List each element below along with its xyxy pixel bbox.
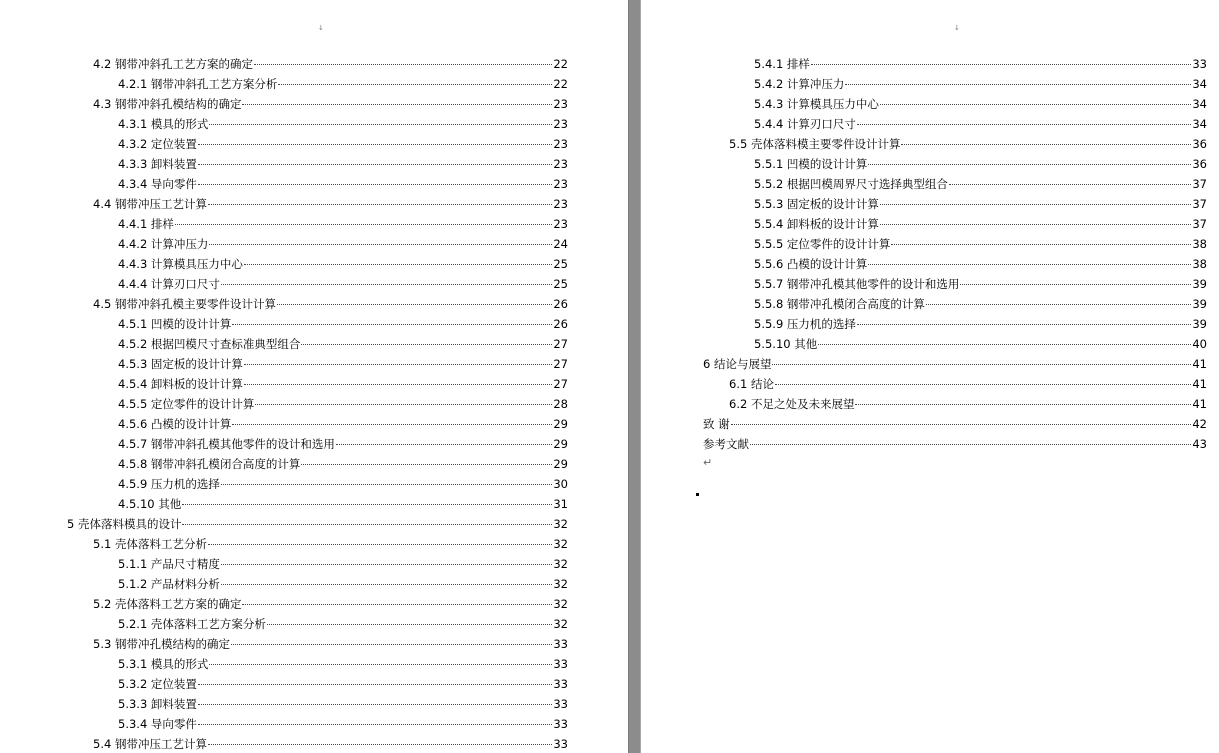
toc-dot-leader (750, 444, 1191, 445)
toc-entry-page: 32 (553, 577, 568, 591)
toc-entry[interactable] (118, 614, 568, 634)
toc-entry-title: 5.1 壳体落料工艺分析 (93, 537, 207, 551)
toc-entry-page: 41 (1192, 397, 1207, 411)
toc-dot-leader (232, 324, 552, 325)
toc-dot-leader (221, 584, 552, 585)
toc-entry-title: 4.2.1 钢带冲斜孔工艺方案分析 (118, 77, 278, 91)
toc-entry[interactable] (703, 434, 1207, 454)
toc-entry-title: 4.4.4 计算刃口尺寸 (118, 277, 220, 291)
toc-dot-leader (244, 264, 552, 265)
toc-entry[interactable] (754, 114, 1207, 134)
toc-entry-title: 5.3.3 卸料装置 (118, 697, 197, 711)
toc-entry[interactable] (118, 254, 568, 274)
toc-entry-page: 27 (553, 357, 568, 371)
toc-entry-page: 41 (1192, 377, 1207, 391)
toc-entry-page: 32 (553, 517, 568, 531)
toc-dot-leader (208, 544, 552, 545)
right-page (641, 0, 1219, 753)
toc-entry-title: 6 结论与展望 (703, 357, 772, 371)
toc-entry-title: 4.4.2 计算冲压力 (118, 237, 209, 251)
toc-entry-page: 30 (553, 477, 568, 491)
toc-entry-page: 23 (553, 177, 568, 191)
toc-entry[interactable] (93, 54, 568, 74)
toc-entry-title: 4.4.3 计算模具压力中心 (118, 257, 243, 271)
paragraph-mark: ↵ (703, 456, 713, 469)
toc-entry[interactable] (118, 374, 568, 394)
toc-entry-title: 致 谢 (703, 417, 730, 431)
toc-dot-leader (857, 324, 1191, 325)
toc-dot-leader (208, 744, 552, 745)
toc-entry-page: 27 (553, 337, 568, 351)
toc-entry[interactable] (118, 694, 568, 714)
toc-dot-leader (221, 564, 552, 565)
toc-entry[interactable] (754, 334, 1207, 354)
toc-entry-page: 41 (1192, 357, 1207, 371)
toc-entry-page: 23 (553, 97, 568, 111)
toc-entry-page: 33 (553, 697, 568, 711)
toc-entry-page: 38 (1192, 257, 1207, 271)
toc-entry[interactable] (118, 394, 568, 414)
toc-entry-title: 4.3.2 定位装置 (118, 137, 197, 151)
toc-entry[interactable] (729, 394, 1207, 414)
toc-entry-title: 4.3 钢带冲斜孔模结构的确定 (93, 97, 242, 111)
toc-entry[interactable] (118, 574, 568, 594)
toc-entry-title: 5.3 钢带冲孔模结构的确定 (93, 637, 230, 651)
toc-entry-page: 33 (553, 677, 568, 691)
toc-dot-leader (811, 64, 1191, 65)
toc-entry-title: 4.5.9 压力机的选择 (118, 477, 220, 491)
toc-dot-leader (267, 624, 552, 625)
toc-entry-page: 25 (553, 257, 568, 271)
toc-entry-page: 29 (553, 457, 568, 471)
toc-entry[interactable] (118, 434, 568, 454)
toc-entry-page: 31 (553, 497, 568, 511)
toc-entry-page: 22 (553, 77, 568, 91)
toc-entry-page: 33 (553, 657, 568, 671)
toc-entry-title: 4.5.2 根据凹模尺寸查标准典型组合 (118, 337, 301, 351)
header-mark: ↓ (954, 24, 960, 32)
toc-entry[interactable] (118, 314, 568, 334)
toc-dot-leader (868, 264, 1191, 265)
toc-dot-leader (221, 484, 552, 485)
toc-entry-title: 5.5.10 其他 (754, 337, 818, 351)
toc-dot-leader (208, 204, 552, 205)
toc-entry-title: 5.3.1 模具的形式 (118, 657, 209, 671)
toc-entry-page: 26 (553, 317, 568, 331)
toc-entry-page: 36 (1192, 137, 1207, 151)
toc-dot-leader (960, 284, 1191, 285)
toc-dot-leader (336, 444, 552, 445)
toc-dot-leader (198, 704, 552, 705)
toc-dot-leader (901, 144, 1191, 145)
toc-entry-title: 5.3.4 导向零件 (118, 717, 197, 731)
toc-entry-page: 23 (553, 117, 568, 131)
toc-entry-title: 5.5.8 钢带冲孔模闭合高度的计算 (754, 297, 925, 311)
page-gutter (628, 0, 641, 753)
toc-dot-leader (868, 164, 1191, 165)
toc-dot-leader (242, 604, 552, 605)
toc-dot-leader (255, 404, 552, 405)
toc-entry-title: 4.5.5 定位零件的设计计算 (118, 397, 255, 411)
toc-entry-page: 29 (553, 437, 568, 451)
toc-entry-page: 33 (1192, 57, 1207, 71)
toc-entry-page: 33 (553, 737, 568, 751)
toc-entry[interactable] (754, 174, 1207, 194)
toc-entry[interactable] (93, 534, 568, 554)
toc-entry-title: 5.4.2 计算冲压力 (754, 77, 845, 91)
toc-entry[interactable] (754, 194, 1207, 214)
toc-entry[interactable] (93, 94, 568, 114)
toc-entry-page: 26 (553, 297, 568, 311)
toc-dot-leader (182, 504, 552, 505)
toc-entry[interactable] (118, 74, 568, 94)
toc-entry[interactable] (754, 234, 1207, 254)
toc-entry-title: 5 壳体落料模具的设计 (67, 517, 182, 531)
toc-entry-title: 4.3.3 卸料装置 (118, 157, 197, 171)
toc-dot-leader (209, 244, 552, 245)
toc-entry[interactable] (118, 654, 568, 674)
toc-entry-title: 6.2 不足之处及未来展望 (729, 397, 855, 411)
toc-entry-title: 5.5.4 卸料板的设计计算 (754, 217, 879, 231)
toc-dot-leader (231, 644, 552, 645)
toc-entry-title: 4.2 钢带冲斜孔工艺方案的确定 (93, 57, 253, 71)
toc-entry[interactable] (93, 734, 568, 753)
toc-entry[interactable] (118, 714, 568, 734)
toc-entry-page: 25 (553, 277, 568, 291)
toc-dot-leader (772, 364, 1191, 365)
toc-entry-title: 5.3.2 定位装置 (118, 677, 197, 691)
toc-entry[interactable] (93, 294, 568, 314)
toc-entry-title: 5.1.1 产品尺寸精度 (118, 557, 220, 571)
toc-dot-leader (244, 384, 552, 385)
toc-entry[interactable] (93, 194, 568, 214)
toc-entry-title: 4.5.3 固定板的设计计算 (118, 357, 243, 371)
toc-entry-page: 40 (1192, 337, 1207, 351)
toc-entry[interactable] (118, 274, 568, 294)
toc-dot-leader (857, 124, 1191, 125)
toc-entry-page: 33 (553, 637, 568, 651)
toc-entry-title: 5.2.1 壳体落料工艺方案分析 (118, 617, 266, 631)
toc-entry[interactable] (67, 514, 568, 534)
toc-entry-title: 参考文献 (703, 437, 749, 451)
toc-entry-title: 4.5.10 其他 (118, 497, 182, 511)
toc-entry[interactable] (118, 154, 568, 174)
toc-entry-title: 4.4.1 排样 (118, 217, 174, 231)
toc-entry-page: 39 (1192, 317, 1207, 331)
toc-entry-title: 4.3.4 导向零件 (118, 177, 197, 191)
toc-dot-leader (278, 84, 552, 85)
toc-entry-title: 4.5.8 钢带冲斜孔模闭合高度的计算 (118, 457, 301, 471)
toc-entry-page: 39 (1192, 277, 1207, 291)
toc-entry-title: 5.4.3 计算模具压力中心 (754, 97, 879, 111)
toc-dot-leader (775, 384, 1191, 385)
toc-entry[interactable] (703, 354, 1207, 374)
toc-entry[interactable] (118, 454, 568, 474)
toc-dot-leader (198, 164, 552, 165)
cursor-mark (696, 493, 699, 496)
toc-entry-page: 34 (1192, 117, 1207, 131)
toc-entry-page: 33 (553, 717, 568, 731)
toc-entry-page: 27 (553, 377, 568, 391)
toc-entry[interactable] (118, 474, 568, 494)
toc-entry-page: 32 (553, 597, 568, 611)
toc-dot-leader (221, 284, 552, 285)
toc-dot-leader (926, 304, 1191, 305)
toc-entry-page: 24 (553, 237, 568, 251)
toc-entry[interactable] (118, 174, 568, 194)
toc-entry[interactable] (118, 414, 568, 434)
toc-dot-leader (175, 224, 552, 225)
toc-entry-title: 5.5.7 钢带冲孔模其他零件的设计和选用 (754, 277, 960, 291)
toc-dot-leader (242, 104, 552, 105)
toc-dot-leader (845, 84, 1191, 85)
toc-entry[interactable] (754, 154, 1207, 174)
toc-entry[interactable] (729, 134, 1207, 154)
toc-dot-leader (949, 184, 1191, 185)
toc-entry[interactable] (118, 554, 568, 574)
toc-entry-page: 23 (553, 197, 568, 211)
toc-entry-title: 5.5.3 固定板的设计计算 (754, 197, 879, 211)
toc-entry-title: 4.5.6 凸模的设计计算 (118, 417, 232, 431)
toc-entry-title: 5.5.5 定位零件的设计计算 (754, 237, 891, 251)
toc-dot-leader (301, 464, 552, 465)
toc-entry-page: 23 (553, 157, 568, 171)
toc-entry[interactable] (118, 354, 568, 374)
toc-dot-leader (244, 364, 552, 365)
toc-entry[interactable] (754, 254, 1207, 274)
toc-entry[interactable] (118, 114, 568, 134)
toc-entry-page: 34 (1192, 97, 1207, 111)
toc-entry-page: 39 (1192, 297, 1207, 311)
toc-dot-leader (198, 724, 552, 725)
toc-entry-page: 34 (1192, 77, 1207, 91)
toc-entry[interactable] (754, 74, 1207, 94)
header-mark: ↓ (318, 24, 324, 32)
toc-entry-page: 36 (1192, 157, 1207, 171)
toc-entry[interactable] (703, 414, 1207, 434)
toc-entry-title: 4.4 钢带冲压工艺计算 (93, 197, 207, 211)
toc-entry[interactable] (118, 234, 568, 254)
toc-entry[interactable] (754, 314, 1207, 334)
toc-entry-title: 4.5 钢带冲斜孔模主要零件设计计算 (93, 297, 276, 311)
toc-entry-title: 5.5.9 压力机的选择 (754, 317, 856, 331)
toc-entry-page: 37 (1192, 177, 1207, 191)
toc-dot-leader (880, 104, 1191, 105)
toc-entry[interactable] (93, 634, 568, 654)
toc-dot-leader (198, 184, 552, 185)
toc-dot-leader (880, 204, 1191, 205)
toc-entry[interactable] (754, 274, 1207, 294)
toc-entry-page: 38 (1192, 237, 1207, 251)
toc-dot-leader (818, 344, 1191, 345)
toc-entry-title: 5.2 壳体落料工艺方案的确定 (93, 597, 242, 611)
toc-entry-page: 23 (553, 137, 568, 151)
toc-entry[interactable] (118, 214, 568, 234)
toc-entry-page: 22 (553, 57, 568, 71)
toc-entry[interactable] (754, 94, 1207, 114)
toc-entry-title: 5.4.1 排样 (754, 57, 810, 71)
toc-dot-leader (209, 664, 552, 665)
toc-entry[interactable] (118, 674, 568, 694)
toc-entry[interactable] (729, 374, 1207, 394)
toc-entry[interactable] (754, 294, 1207, 314)
toc-dot-leader (182, 524, 552, 525)
toc-entry[interactable] (754, 54, 1207, 74)
toc-dot-leader (731, 424, 1192, 425)
toc-entry-title: 5.5.6 凸模的设计计算 (754, 257, 868, 271)
toc-entry[interactable] (118, 494, 568, 514)
toc-entry[interactable] (93, 594, 568, 614)
toc-entry-title: 4.3.1 模具的形式 (118, 117, 209, 131)
toc-dot-leader (254, 64, 552, 65)
toc-dot-leader (232, 424, 552, 425)
toc-entry-title: 5.5 壳体落料模主要零件设计计算 (729, 137, 901, 151)
toc-entry-page: 37 (1192, 217, 1207, 231)
toc-entry[interactable] (754, 214, 1207, 234)
toc-entry-page: 43 (1192, 437, 1207, 451)
toc-entry[interactable] (118, 334, 568, 354)
toc-entry-page: 29 (553, 417, 568, 431)
toc-dot-leader (855, 404, 1191, 405)
toc-entry-title: 5.4 钢带冲压工艺计算 (93, 737, 207, 751)
toc-dot-leader (277, 304, 552, 305)
toc-entry-page: 32 (553, 617, 568, 631)
toc-entry-title: 4.5.4 卸料板的设计计算 (118, 377, 243, 391)
toc-entry-title: 5.5.1 凹模的设计计算 (754, 157, 868, 171)
toc-entry-page: 32 (553, 557, 568, 571)
toc-entry-page: 23 (553, 217, 568, 231)
toc-entry-title: 6.1 结论 (729, 377, 774, 391)
toc-dot-leader (880, 224, 1191, 225)
toc-entry-page: 37 (1192, 197, 1207, 211)
toc-entry-title: 5.5.2 根据凹模周界尺寸选择典型组合 (754, 177, 948, 191)
toc-dot-leader (209, 124, 552, 125)
toc-entry[interactable] (118, 134, 568, 154)
toc-dot-leader (301, 344, 552, 345)
toc-entry-title: 4.5.7 钢带冲斜孔模其他零件的设计和选用 (118, 437, 335, 451)
toc-entry-title: 4.5.1 凹模的设计计算 (118, 317, 232, 331)
toc-entry-page: 32 (553, 537, 568, 551)
toc-entry-page: 42 (1192, 417, 1207, 431)
toc-dot-leader (891, 244, 1191, 245)
toc-dot-leader (198, 684, 552, 685)
toc-entry-title: 5.4.4 计算刃口尺寸 (754, 117, 856, 131)
toc-entry-page: 28 (553, 397, 568, 411)
toc-dot-leader (198, 144, 552, 145)
toc-entry-title: 5.1.2 产品材料分析 (118, 577, 220, 591)
